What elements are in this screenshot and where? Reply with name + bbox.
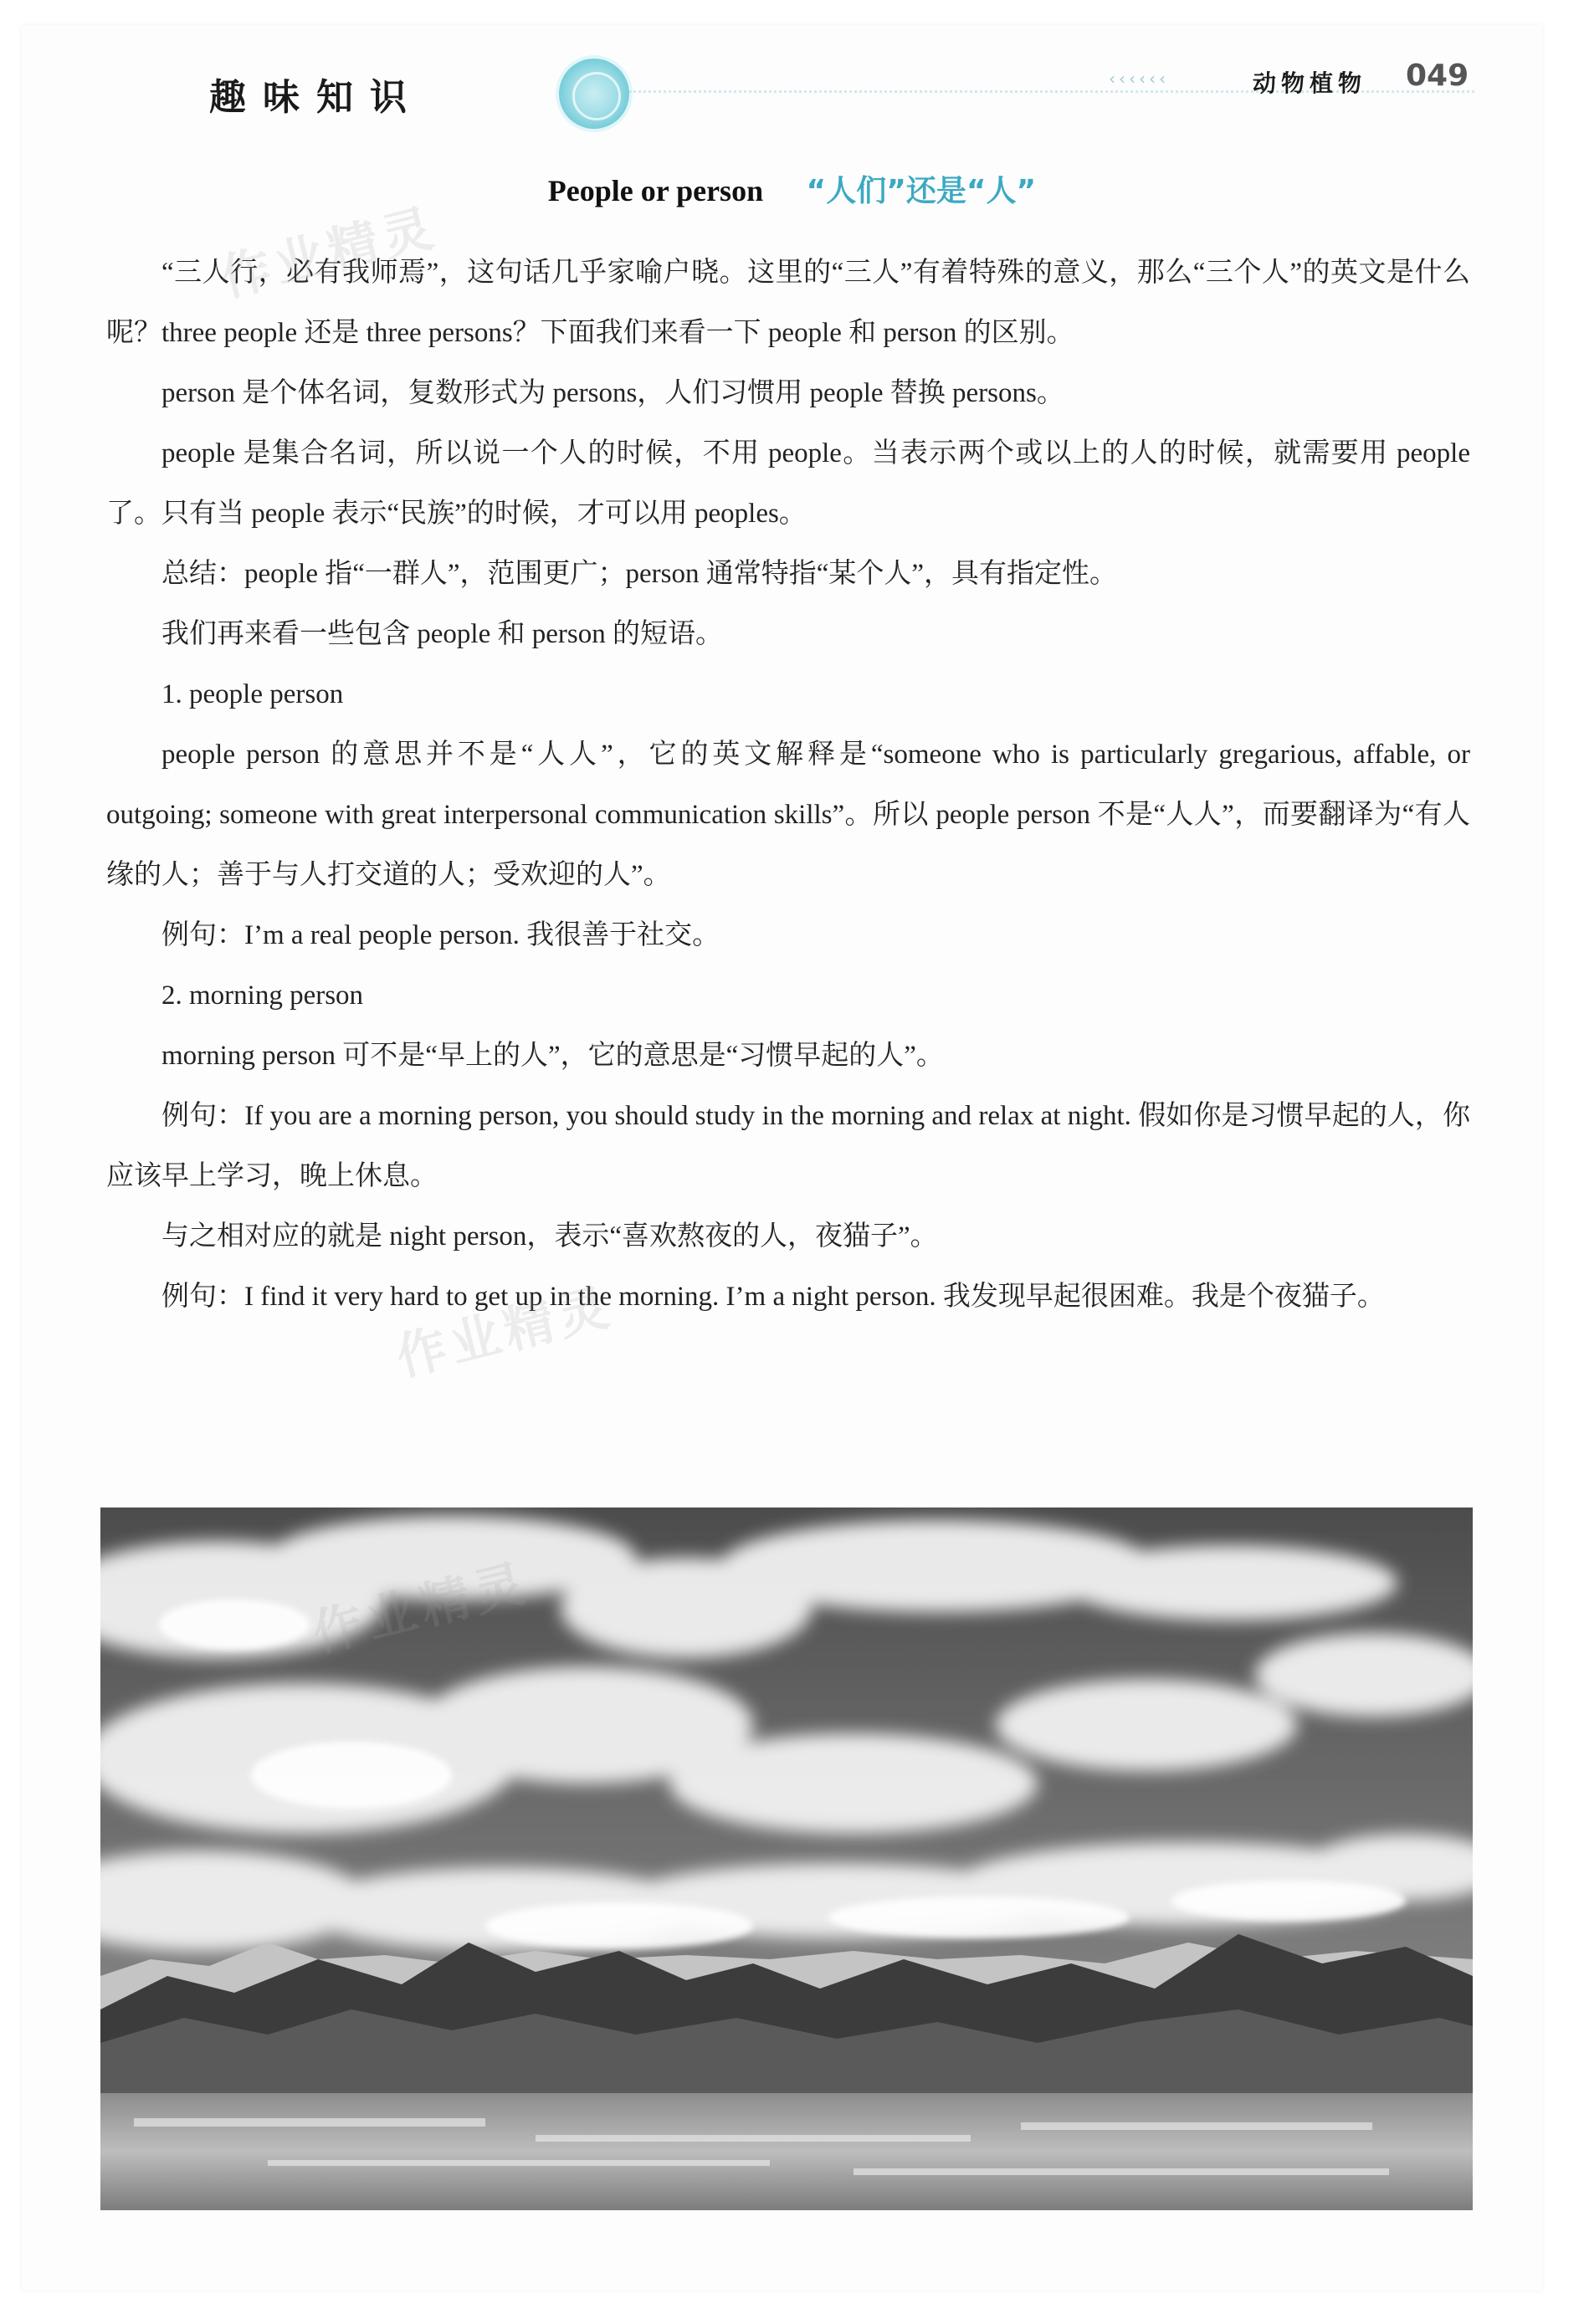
paragraph: person 是个体名词，复数形式为 persons，人们习惯用 people 替换 persons。	[161, 378, 1064, 408]
article-title-chinese: “人们”还是“人”	[806, 174, 1037, 208]
paragraph: people person 的意思并不是“人人”，它的英文解释是“someone who is particularly gregarious, affable, or outgoing; someone with great interpersonal communication skills”。所以 people person 不是“人人”，而要翻译为“有人缘的人；善于与人打交道的人；受欢迎的人”。	[106, 740, 1470, 890]
paragraph: 我们再来看一些包含 people 和 person 的短语。	[161, 619, 723, 649]
paragraph: people 是集合名词，所以说一个人的时候，不用 people。当表示两个或以上的人的时候，就需要用 people 了。只有当 people 表示“民族”的时候，才可以用 peoples。	[106, 438, 1470, 529]
page-header	[0, 0, 1584, 159]
article-body	[106, 243, 1470, 1327]
example-sentence: 例句：I find it very hard to get up in the morning. I’m a night person. 我发现早起很困难。我是个夜猫子。	[161, 1282, 1385, 1312]
section-title: 趣味知识	[209, 76, 423, 119]
article-title	[0, 167, 1584, 210]
header-arrows: ‹‹‹‹‹‹	[1109, 69, 1169, 89]
page-number: 049	[1406, 59, 1469, 93]
paragraph: 与之相对应的就是 night person，表示“喜欢熬夜的人，夜猫子”。	[161, 1221, 938, 1252]
example-sentence: 例句：If you are a morning person, you should study in the morning and relax at night. 假如你是习惯早起的人，你应该早上学习，晚上休息。	[106, 1101, 1470, 1191]
header-category: 动物植物	[1253, 69, 1367, 97]
paragraph: morning person 可不是“早上的人”，它的意思是“习惯早起的人”。	[161, 1041, 944, 1071]
example-sentence: 例句：I’m a real people person. 我很善于社交。	[161, 920, 720, 950]
paragraph: 总结：people 指“一群人”，范围更广；person 通常特指“某个人”，具有指定性。	[161, 559, 1118, 589]
circle-badge-icon	[559, 59, 629, 129]
article-title-english: People or person	[547, 174, 764, 207]
list-heading: 2. morning person	[161, 980, 364, 1011]
list-heading: 1. people person	[161, 679, 344, 709]
landscape-photo	[100, 1508, 1473, 2210]
paragraph: “三人行，必有我师焉”，这句话几乎家喻户晓。这里的“三人”有着特殊的意义，那么“三个人”的英文是什么呢？three people 还是 three persons？下面我们来看一下 people 和 person 的区别。	[106, 258, 1470, 348]
